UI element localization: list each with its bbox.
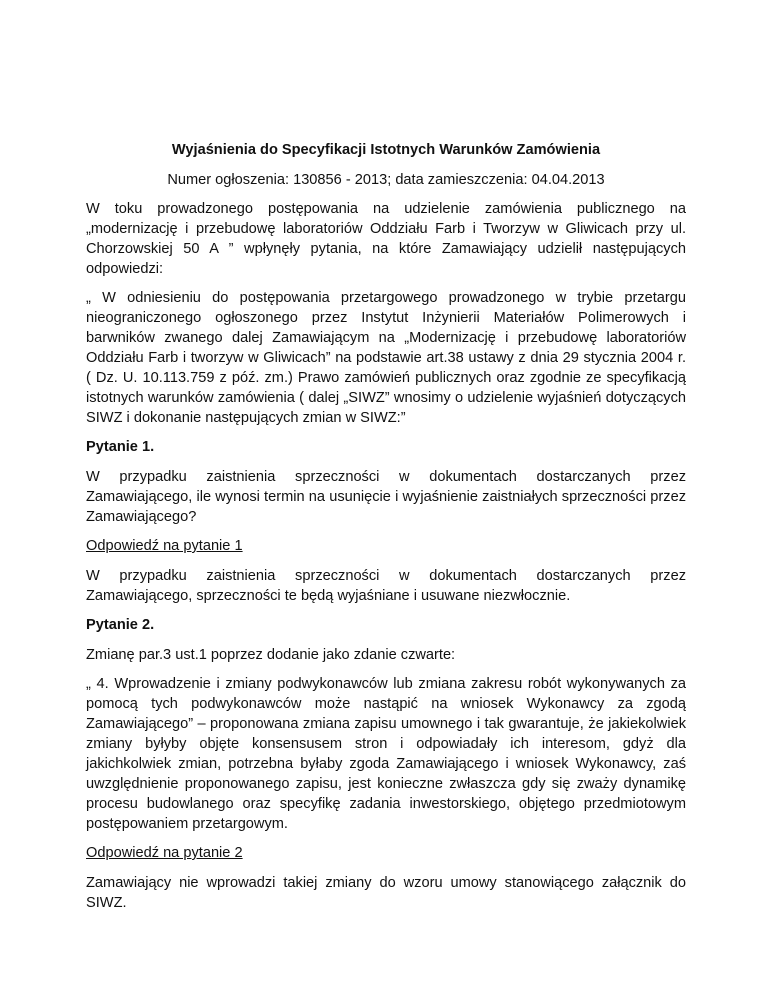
intro-paragraph: W toku prowadzonego postępowania na udzielenie zamówienia publicznego na „modernizację i przebudowę laboratoriów Oddziału Farb i Tworzyw w Gliwicach przy ul. Chorzowskiej 50 A ” wpłynęły pytania, na które Zamawiający udzielił następujących odpowiedzi: [86, 201, 686, 277]
question-2-heading: Pytanie 2. [86, 617, 155, 633]
question-1-text: W przypadku zaistnienia sprzeczności w dokumentach dostarczanych przez Zamawiającego, ile wynosi termin na usunięcie i wyjaśnienie zaistniałych sprzeczności przez Zamawiającego? [86, 469, 686, 525]
answer-2-heading: Odpowiedź na pytanie 2 [86, 845, 243, 861]
quoted-request: „ W odniesieniu do postępowania przetargowego prowadzonego w trybie przetargu nieograniczonego ogłoszonego przez Instytut Inżynierii Materiałów Polimerowych i barwników zwanego dalej Zamawiającym na „Modernizację i przebudowę laboratoriów Oddziału Farb i tworzyw w Gliwicach” na podstawie art.38 ustawy z dnia 29 stycznia 2004 r. ( Dz. U. 10.113.759 z póź. zm.) Prawo zamówień publicznych oraz zgodnie ze specyfikacją istotnych warunków zamówienia ( dalej „SIWZ” wnosimy o udzielenie wyjaśnień dotyczących SIWZ i dokonanie następujących zmian w SIWZ:” [86, 290, 686, 426]
question-2-text: Zmianę par.3 ust.1 poprzez dodanie jako zdanie czwarte: [86, 647, 456, 663]
document-page [86, 140, 686, 922]
announcement-info: Numer ogłoszenia: 130856 - 2013; data zamieszczenia: 04.04.2013 [167, 172, 605, 188]
question-1-heading: Pytanie 1. [86, 439, 155, 455]
answer-1-text: W przypadku zaistnienia sprzeczności w dokumentach dostarczanych przez Zamawiającego, sprzeczności te będą wyjaśniane i usuwane niezwłocznie. [86, 568, 686, 604]
answer-1-heading: Odpowiedź na pytanie 1 [86, 538, 243, 554]
answer-2-text: Zamawiający nie wprowadzi takiej zmiany do wzoru umowy stanowiącego załącznik do SIWZ. [86, 875, 686, 911]
document-title: Wyjaśnienia do Specyfikacji Istotnych Warunków Zamówienia [171, 142, 601, 158]
question-2-quote: „ 4. Wprowadzenie i zmiany podwykonawców lub zmiana zakresu robót wykonywanych za pomocą tych podwykonawców może nastąpić na wniosek Wykonawcy za zgodą Zamawiającego” – proponowana zmiana zapisu umownego i tak gwarantuje, że jakiekolwiek zmiany byłyby objęte konsensusem stron i odpowiadały ich interesom, gdyż dla jakichkolwiek zmian, potrzebna byłaby zgoda Zamawiającego i wniosek Wykonawcy, zaś uwzględnienie proponowanego zapisu, jest konieczne zwłaszcza gdy się zważy dynamikę procesu budowlanego oraz specyfikę zadania inwestorskiego, objętego przedmiotowym postępowaniem przetargowym. [86, 676, 686, 832]
